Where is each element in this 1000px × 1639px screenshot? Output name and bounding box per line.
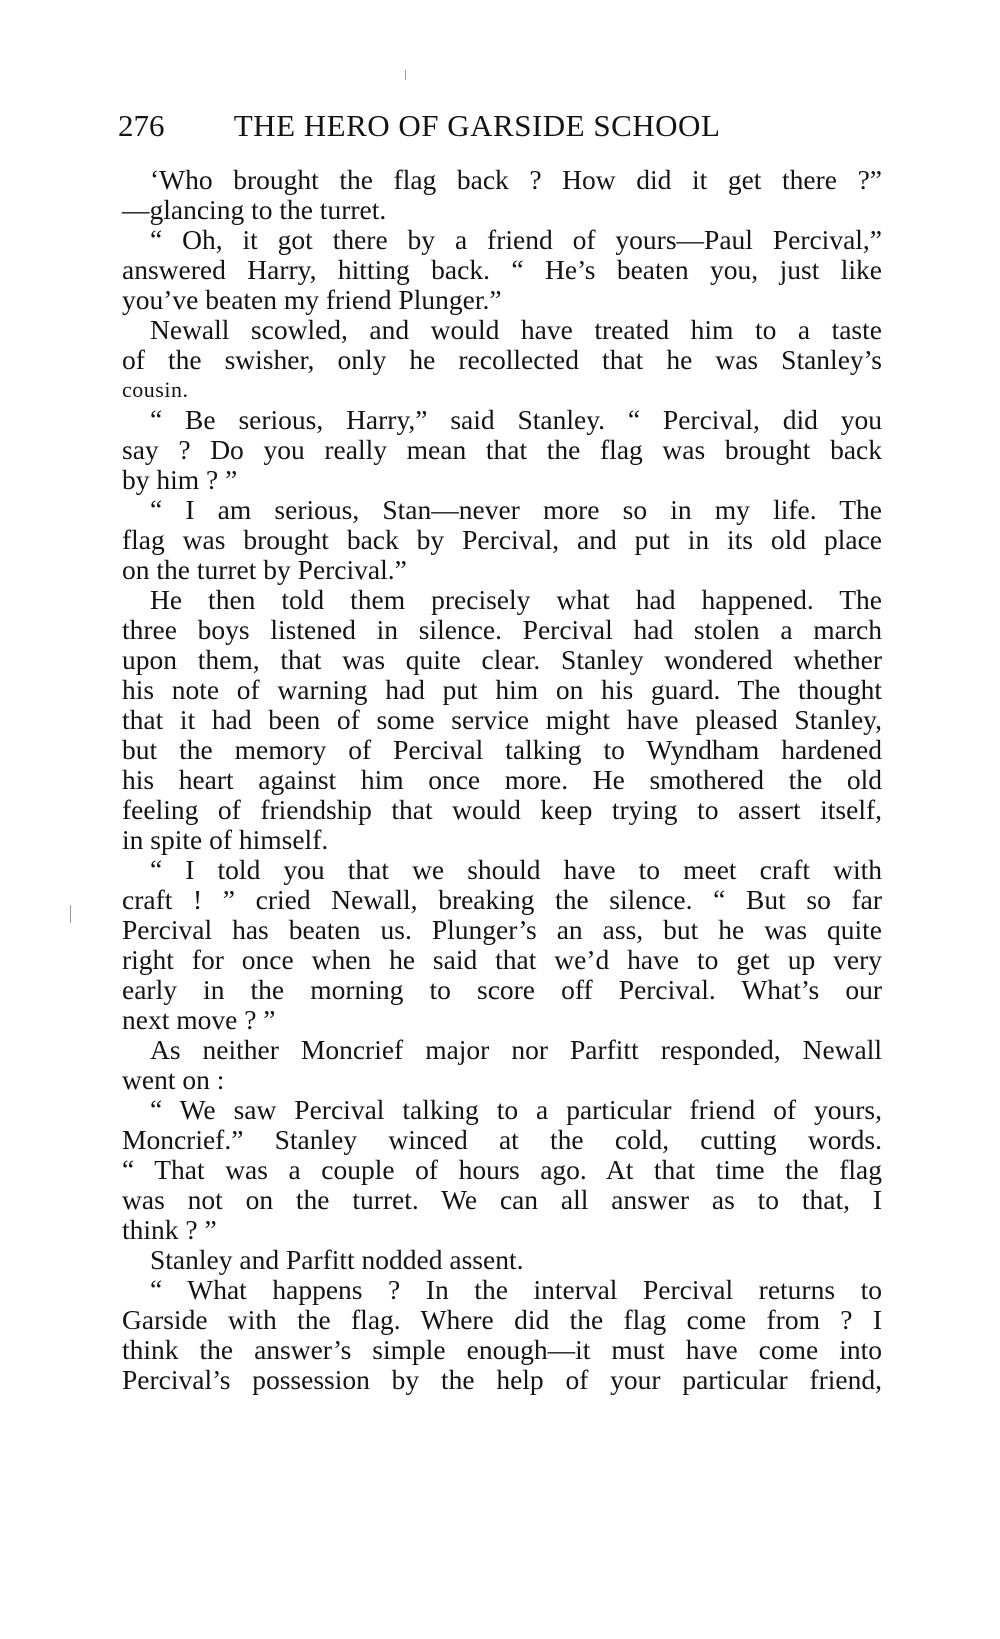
text-line: Stanley and Parfitt nodded assent.	[150, 1244, 524, 1275]
text-line: next move ? ”	[122, 1004, 276, 1035]
text-line: of the swisher, only he recollected that he was Stanley’s	[122, 344, 882, 375]
text-line: Newall scowled, and would have treated him to a taste	[150, 314, 882, 345]
text-line: Moncrief.” Stanley winced at the cold, cutting words.	[122, 1124, 882, 1155]
page-header	[118, 104, 798, 148]
running-title: THE HERO OF GARSIDE SCHOOL	[233, 108, 721, 143]
text-line: you’ve beaten my friend Plunger.”	[122, 284, 502, 315]
text-line: flag was brought back by Percival, and put in its old place	[122, 524, 882, 555]
text-line: think the answer’s simple enough—it must have come into	[122, 1334, 882, 1365]
text-line: say ? Do you really mean that the flag was brought back	[122, 434, 882, 465]
text-line: “ I told you that we should have to meet craft with	[150, 854, 882, 885]
text-line: He then told them precisely what had happened. The	[150, 584, 882, 615]
text-line: “ What happens ? In the interval Percival returns to	[150, 1274, 882, 1305]
text-line: his heart against him once more. He smothered the old	[122, 764, 882, 795]
text-line: feeling of friendship that would keep trying to assert itself,	[122, 794, 882, 825]
text-line: went on :	[122, 1064, 225, 1095]
text-line: Percival has beaten us. Plunger’s an ass, but he was quite	[122, 914, 882, 945]
text-line: on the turret by Percival.”	[122, 554, 407, 585]
text-line: by him ? ”	[122, 464, 238, 495]
text-line: “ Be serious, Harry,” said Stanley. “ Percival, did you	[150, 404, 882, 435]
text-line: As neither Moncrief major nor Parfitt responded, Newall	[150, 1034, 882, 1065]
text-line: Percival’s possession by the help of your particular friend,	[122, 1364, 882, 1395]
page-number: 276	[118, 108, 165, 143]
text-line: cousin.	[122, 377, 189, 402]
text-line: upon them, that was quite clear. Stanley wondered whether	[122, 644, 882, 675]
text-line: —glancing to the turret.	[122, 194, 387, 225]
text-line: “ Oh, it got there by a friend of yours—Paul Percival,”	[150, 224, 882, 255]
top-scan-mark	[405, 70, 406, 80]
text-line: early in the morning to score off Percival. What’s our	[122, 974, 882, 1005]
text-line: “ We saw Percival talking to a particular friend of yours,	[150, 1094, 882, 1125]
text-line: “ I am serious, Stan—never more so in my life. The	[150, 494, 882, 525]
text-line: right for once when he said that we’d have to get up very	[122, 944, 882, 975]
text-line: his note of warning had put him on his guard. The thought	[122, 674, 882, 705]
body-text	[122, 165, 882, 1395]
text-line: in spite of himself.	[122, 824, 329, 855]
left-margin-mark	[70, 905, 71, 923]
text-line: Garside with the flag. Where did the flag come from ? I	[122, 1304, 882, 1335]
text-line: three boys listened in silence. Percival had stolen a march	[122, 614, 882, 645]
text-line: ‘Who brought the flag back ? How did it get there ?”	[150, 164, 882, 195]
text-line: think ? ”	[122, 1214, 217, 1245]
text-line: answered Harry, hitting back. “ He’s beaten you, just like	[122, 254, 882, 285]
text-line: “ That was a couple of hours ago. At that time the flag	[122, 1154, 882, 1185]
text-line: that it had been of some service might have pleased Stanley,	[122, 704, 882, 735]
text-line: but the memory of Percival talking to Wyndham hardened	[122, 734, 882, 765]
text-line: was not on the turret. We can all answer as to that, I	[122, 1184, 882, 1215]
text-line: craft ! ” cried Newall, breaking the silence. “ But so far	[122, 884, 882, 915]
